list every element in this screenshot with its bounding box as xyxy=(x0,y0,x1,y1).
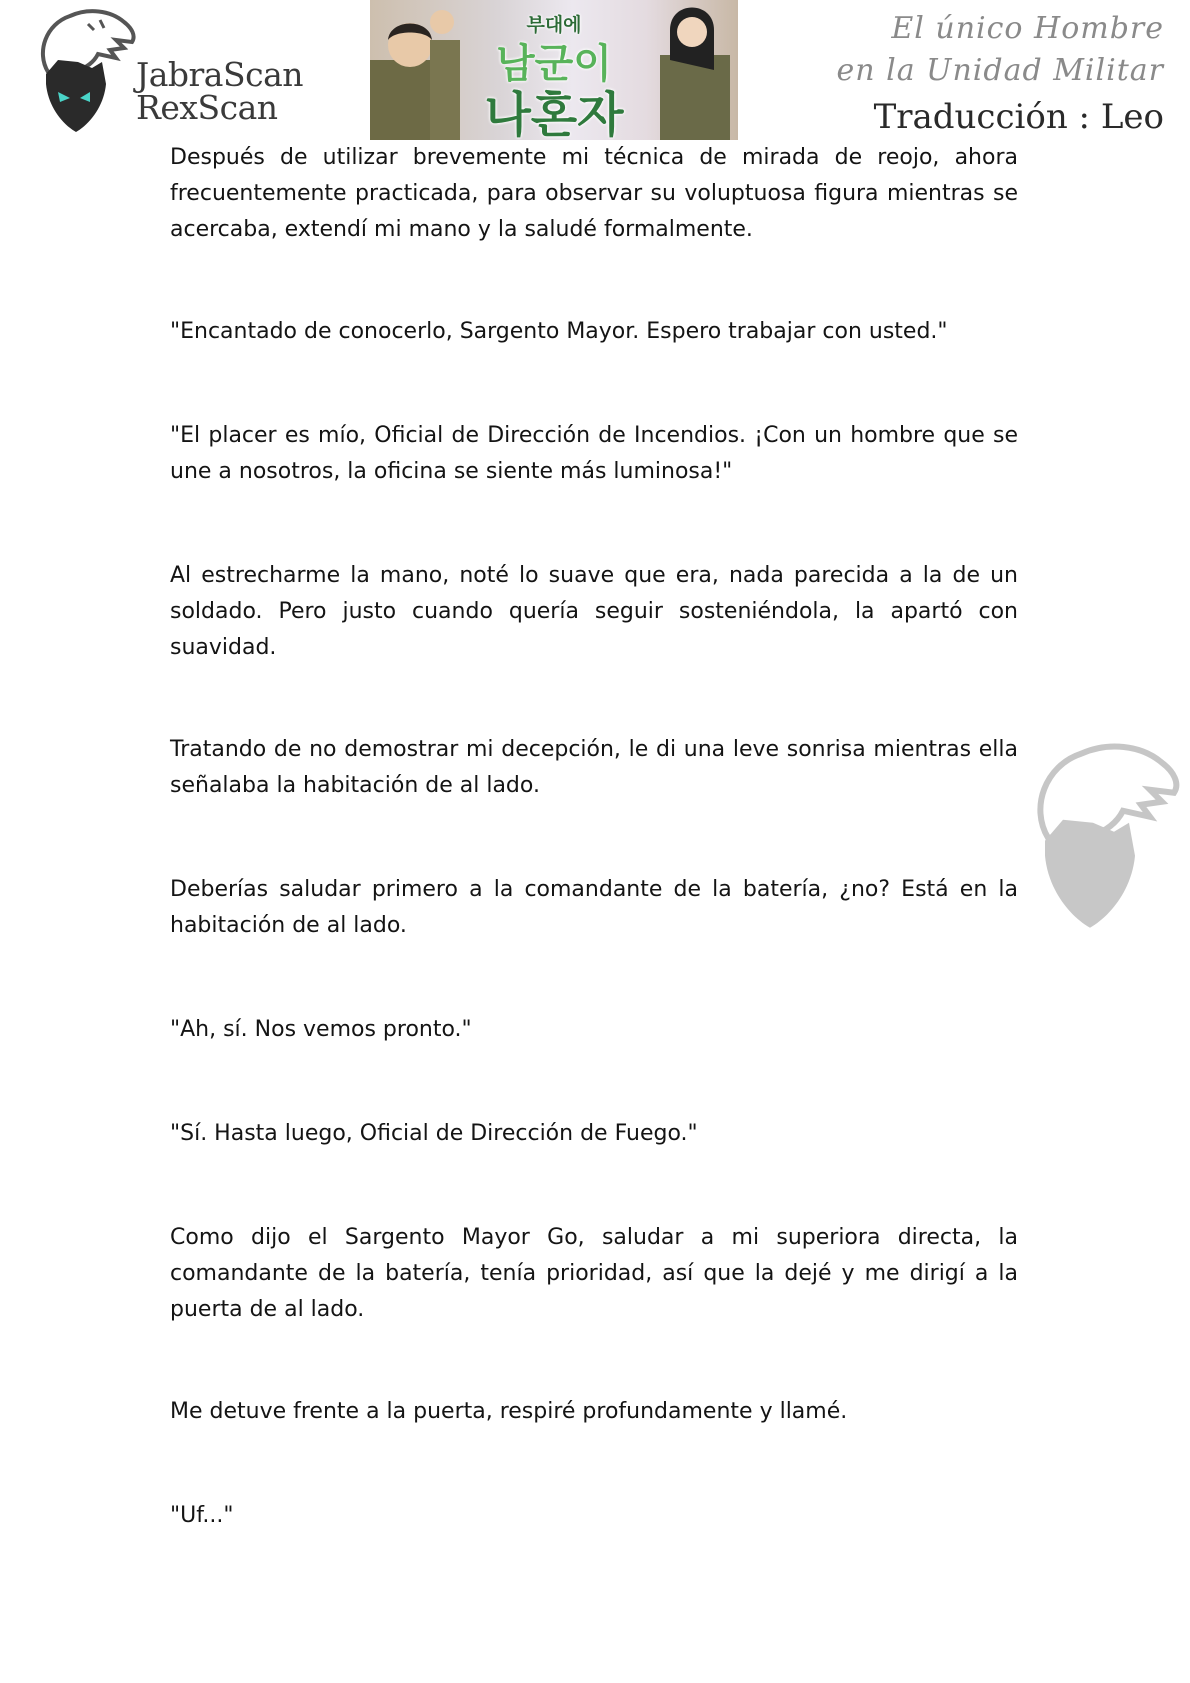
paragraph: "Encantado de conocerlo, Sargento Mayor. Espero trabajar con usted." xyxy=(170,319,948,344)
paragraph: "Sí. Hasta luego, Oficial de Dirección de Fuego." xyxy=(170,1121,698,1146)
paragraph: Al estrecharme la mano, noté lo suave que era, nada parecida a la de un soldado. Pero justo cuando quería seguir sosteniéndola, la apartó con suavidad. xyxy=(170,563,1018,660)
paragraph: Como dijo el Sargento Mayor Go, saludar a mi superiora directa, la comandante de la batería, tenía prioridad, así que la dejé y me dirigí a la puerta de al lado. xyxy=(170,1225,1018,1322)
translator-credit: Traducción : Leo xyxy=(873,97,1164,137)
paragraph: "El placer es mío, Oficial de Dirección de Incendios. ¡Con un hombre que se une a nosotros, la oficina se siente más luminosa!" xyxy=(170,423,1018,484)
series-title-line-2: en la Unidad Militar xyxy=(836,53,1164,88)
paragraph: Me detuve frente a la puerta, respiré profundamente y llamé. xyxy=(170,1399,848,1424)
watermark-dinosaur-icon xyxy=(1018,728,1183,940)
banner-title-line-2: 나혼자 xyxy=(484,87,624,140)
dinosaur-logo-icon xyxy=(28,2,138,137)
page-header xyxy=(0,0,1190,140)
banner-title-line-1: 남군이 xyxy=(496,41,612,87)
series-title xyxy=(837,8,1164,140)
paragraph: Tratando de no demostrar mi decepción, le di una leve sonrisa mientras ella señalaba la habitación de al lado. xyxy=(170,737,1018,798)
banner-subtitle: 부대에 xyxy=(526,14,582,36)
paragraph: "Uf..." xyxy=(170,1503,234,1528)
cover-banner xyxy=(370,0,738,140)
paragraph: Después de utilizar brevemente mi técnica de mirada de reojo, ahora frecuentemente practicada, para observar su voluptuosa figura mientras se acercaba, extendí mi mano y la saludé formalmente. xyxy=(170,145,1018,242)
logo-line-1: JabraScan xyxy=(136,55,303,94)
series-title-line-1: El único Hombre xyxy=(891,11,1164,46)
paragraph: "Ah, sí. Nos vemos pronto." xyxy=(170,1017,472,1042)
logo-line-2: RexScan xyxy=(136,88,278,127)
logo-text xyxy=(136,55,303,127)
paragraph: Deberías saludar primero a la comandante de la batería, ¿no? Está en la habitación de al lado. xyxy=(170,877,1018,938)
